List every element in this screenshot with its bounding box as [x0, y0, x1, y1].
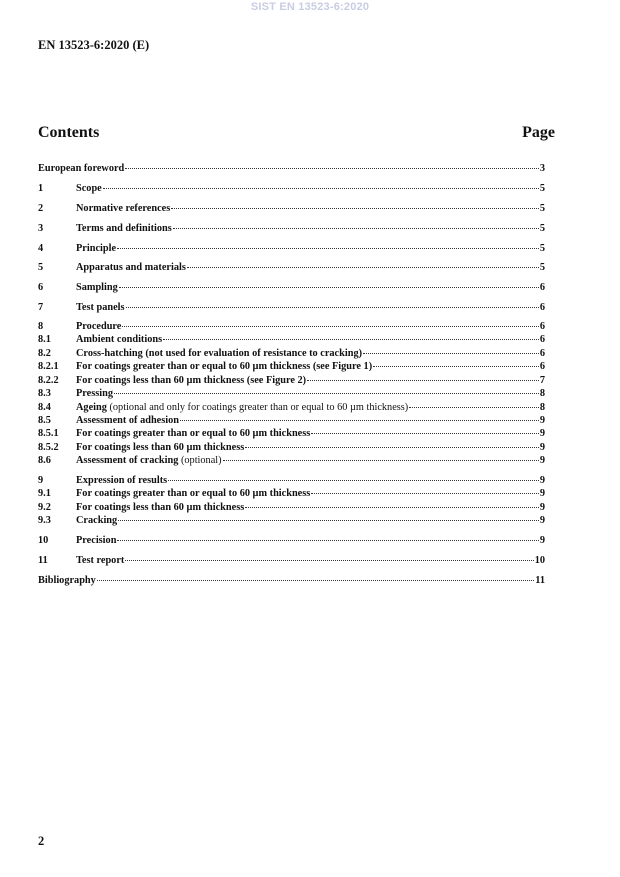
- toc-entry-title: [76, 555, 124, 566]
- toc-dot-leader: [171, 208, 539, 209]
- toc-entry-title-text: For coatings greater than or equal to 60 µm thickness (see Figure 1): [76, 361, 373, 372]
- toc-dot-leader: [187, 267, 539, 268]
- toc-entry-title: [76, 223, 172, 234]
- page-column-label: Page: [522, 124, 555, 141]
- toc-entry-number: 8.4: [38, 402, 51, 413]
- toc-entry-title: [76, 488, 310, 499]
- toc-entry-page: 9: [539, 475, 545, 486]
- toc-entry-page: 6: [539, 282, 545, 293]
- toc-entry-page: 5: [539, 262, 545, 273]
- toc-dot-leader: [119, 287, 539, 288]
- toc-entry-title: [76, 243, 116, 254]
- toc-entry-title-text: Scope: [76, 183, 102, 194]
- toc-entry-title: [76, 183, 102, 194]
- toc-entry[interactable]: [38, 488, 545, 501]
- toc-entry-page: 6: [539, 361, 545, 372]
- contents-title: Contents: [38, 124, 100, 141]
- toc-dot-leader: [409, 407, 539, 408]
- toc-entry[interactable]: [38, 475, 545, 488]
- toc-entry-title: [76, 262, 186, 273]
- toc-entry-title: [76, 515, 117, 526]
- toc-entry-page: 9: [539, 488, 545, 499]
- toc-entry-title: [76, 203, 170, 214]
- toc-entry-title-text: Principle: [76, 243, 117, 254]
- toc-entry[interactable]: [38, 442, 545, 455]
- toc-entry[interactable]: [38, 321, 545, 334]
- toc-entry-number: 6: [38, 282, 44, 293]
- toc-entry-number: 8.2.1: [38, 361, 59, 372]
- toc-entry-title-text: For coatings greater than or equal to 60 µm thickness: [76, 428, 311, 439]
- toc-dot-leader: [122, 326, 538, 327]
- toc-entry[interactable]: [38, 402, 545, 415]
- toc-entry-number: 8.6: [38, 455, 51, 466]
- toc-entry-number: 9: [38, 475, 44, 486]
- toc-entry-title-text: For coatings less than 60 µm thickness: [76, 502, 245, 513]
- toc-entry[interactable]: [38, 428, 545, 441]
- toc-dot-leader: [118, 520, 539, 521]
- toc-entry-number: 8.2.2: [38, 375, 59, 386]
- toc-entry-title-text: Cross-hatching (not used for evaluation of resistance to cracking): [76, 348, 363, 359]
- toc-entry-page: 5: [539, 223, 545, 234]
- toc-entry-page: 8: [539, 388, 545, 399]
- toc-entry-number: 7: [38, 302, 44, 313]
- toc-entry-page: 5: [539, 243, 545, 254]
- toc-dot-leader: [311, 433, 539, 434]
- toc-entry[interactable]: [38, 375, 545, 388]
- toc-entry-title-text: Test panels: [76, 302, 125, 313]
- toc-entry-page: 11: [535, 575, 545, 586]
- toc-entry[interactable]: [38, 555, 545, 568]
- toc-entry-note: (optional and only for coatings greater than or equal to 60 µm thickness): [106, 402, 409, 413]
- toc-entry[interactable]: [38, 243, 545, 256]
- toc-entry-title: [76, 334, 162, 345]
- toc-dot-leader: [373, 366, 539, 367]
- toc-entry-title: [76, 455, 222, 466]
- toc-entry-title-text: Cracking: [76, 515, 118, 526]
- toc-entry-number: 8.2: [38, 348, 51, 359]
- toc-entry-title: [76, 361, 372, 372]
- toc-entry-number: 9.1: [38, 488, 51, 499]
- toc-entry[interactable]: [38, 262, 545, 275]
- toc-entry[interactable]: [38, 415, 545, 428]
- toc-entry-page: 9: [539, 455, 545, 466]
- toc-entry-title: [76, 302, 125, 313]
- toc-entry-title-text: Ageing: [76, 402, 107, 413]
- toc-entry-number: 9.2: [38, 502, 51, 513]
- toc-entry[interactable]: [38, 361, 545, 374]
- toc-entry-number: 2: [38, 203, 44, 214]
- toc-entry-title-text: Pressing: [76, 388, 113, 399]
- toc-entry-number: 1: [38, 183, 44, 194]
- toc-dot-leader: [245, 447, 539, 448]
- toc-entry-page: 7: [539, 375, 545, 386]
- toc-entry-number: 8.5: [38, 415, 51, 426]
- toc-dot-leader: [117, 540, 538, 541]
- toc-entry-page: 9: [539, 535, 545, 546]
- toc-entry-page: 5: [539, 183, 545, 194]
- toc-entry-number: 5: [38, 262, 44, 273]
- toc-entry-title: [76, 415, 179, 426]
- toc-entry-title-text: Expression of results: [76, 475, 168, 486]
- toc-entry-title: [76, 321, 121, 332]
- toc-entry-number: 8: [38, 321, 44, 332]
- toc-entry-page: 9: [539, 428, 545, 439]
- toc-entry-title-text: Assessment of cracking: [76, 455, 179, 466]
- toc-entry-title: [76, 475, 167, 486]
- toc-entry-title: [76, 535, 116, 546]
- toc-entry-title-text: Sampling: [76, 282, 118, 293]
- toc-dot-leader: [163, 339, 539, 340]
- toc-entry-title-text: Test report: [76, 555, 125, 566]
- toc-entry[interactable]: [38, 535, 545, 548]
- toc-entry-page: 9: [539, 502, 545, 513]
- toc-entry-title-text: Precision: [76, 535, 117, 546]
- toc-dot-leader: [245, 507, 539, 508]
- toc-entry[interactable]: [38, 502, 545, 515]
- toc-entry-title: [76, 348, 362, 359]
- toc-dot-leader: [97, 580, 534, 581]
- toc-entry-title-text: For coatings greater than or equal to 60 µm thickness: [76, 488, 311, 499]
- toc-entry-title-text: For coatings less than 60 µm thickness: [76, 442, 245, 453]
- toc-entry[interactable]: [38, 203, 545, 216]
- toc-entry-page: 8: [539, 402, 545, 413]
- toc-entry[interactable]: [38, 163, 545, 176]
- toc-dot-leader: [126, 307, 539, 308]
- toc-entry[interactable]: [38, 348, 545, 361]
- toc-entry-title-text: European foreword: [38, 163, 125, 174]
- toc-entry[interactable]: [38, 302, 545, 315]
- page-number: 2: [38, 834, 45, 848]
- toc-entry-number: 9.3: [38, 515, 51, 526]
- toc-entry-page: 9: [539, 442, 545, 453]
- toc-entry-title-text: Normative references: [76, 203, 171, 214]
- toc-entry-page: 3: [539, 163, 545, 174]
- toc-entry-page: 9: [539, 515, 545, 526]
- toc-entry-page: 10: [534, 555, 545, 566]
- toc-entry-page: 5: [539, 203, 545, 214]
- watermark: SIST EN 13523-6:2020: [250, 1, 370, 13]
- toc-entry-number: 8.5.2: [38, 442, 59, 453]
- toc-entry-number: 4: [38, 243, 44, 254]
- toc-entry-page: 6: [539, 321, 545, 332]
- document-id: EN 13523-6:2020 (E): [38, 38, 150, 52]
- toc-dot-leader: [117, 248, 539, 249]
- toc-dot-leader: [114, 393, 539, 394]
- toc-dot-leader: [125, 168, 539, 169]
- toc-entry-number: 8.3: [38, 388, 51, 399]
- toc-entry[interactable]: [38, 575, 545, 588]
- toc-entry-number: 11: [38, 555, 48, 566]
- toc-dot-leader: [363, 353, 539, 354]
- toc-dot-leader: [168, 480, 539, 481]
- toc-entry[interactable]: [38, 282, 545, 295]
- toc-entry-title-text: Ambient conditions: [76, 334, 163, 345]
- toc-entry-title: [76, 428, 310, 439]
- toc-entry-page: 6: [539, 348, 545, 359]
- toc-entry-title: [76, 282, 118, 293]
- toc-entry-title-text: Assessment of adhesion: [76, 415, 179, 426]
- toc-dot-leader: [125, 560, 533, 561]
- toc-entry-title-text: For coatings less than 60 µm thickness (see Figure 2): [76, 375, 307, 386]
- toc-dot-leader: [180, 420, 539, 421]
- toc-entry-title-text: Procedure: [76, 321, 122, 332]
- toc-entry-page: 6: [539, 334, 545, 345]
- toc-entry[interactable]: [38, 183, 545, 196]
- toc-entry-title-text: Apparatus and materials: [76, 262, 186, 273]
- toc-entry-title-text: Bibliography: [38, 575, 96, 586]
- toc-entry-title-text: Terms and definitions: [76, 223, 172, 234]
- toc-entry-title: [76, 375, 306, 386]
- toc-entry[interactable]: [38, 388, 545, 401]
- toc-entry-title: [38, 575, 96, 586]
- toc-entry-title: [76, 442, 244, 453]
- toc-dot-leader: [223, 460, 539, 461]
- toc-entry-number: 8.5.1: [38, 428, 59, 439]
- toc-dot-leader: [173, 228, 539, 229]
- toc-entry-title: [76, 402, 408, 413]
- contents-heading-row: [38, 124, 555, 142]
- toc-entry-title: [76, 388, 113, 399]
- toc-entry-number: 3: [38, 223, 44, 234]
- toc-entry-number: 8.1: [38, 334, 51, 345]
- toc-entry-page: 6: [539, 302, 545, 313]
- toc-entry-number: 10: [38, 535, 49, 546]
- toc-entry[interactable]: [38, 223, 545, 236]
- toc-entry[interactable]: [38, 334, 545, 347]
- toc-entry-title: [76, 502, 244, 513]
- toc-entry[interactable]: [38, 455, 545, 468]
- toc-dot-leader: [311, 493, 539, 494]
- toc-entry[interactable]: [38, 515, 545, 528]
- toc-dot-leader: [103, 188, 539, 189]
- toc-entry-note: (optional): [178, 455, 222, 466]
- toc-dot-leader: [307, 380, 539, 381]
- toc-entry-title: [38, 163, 124, 174]
- toc-entry-page: 9: [539, 415, 545, 426]
